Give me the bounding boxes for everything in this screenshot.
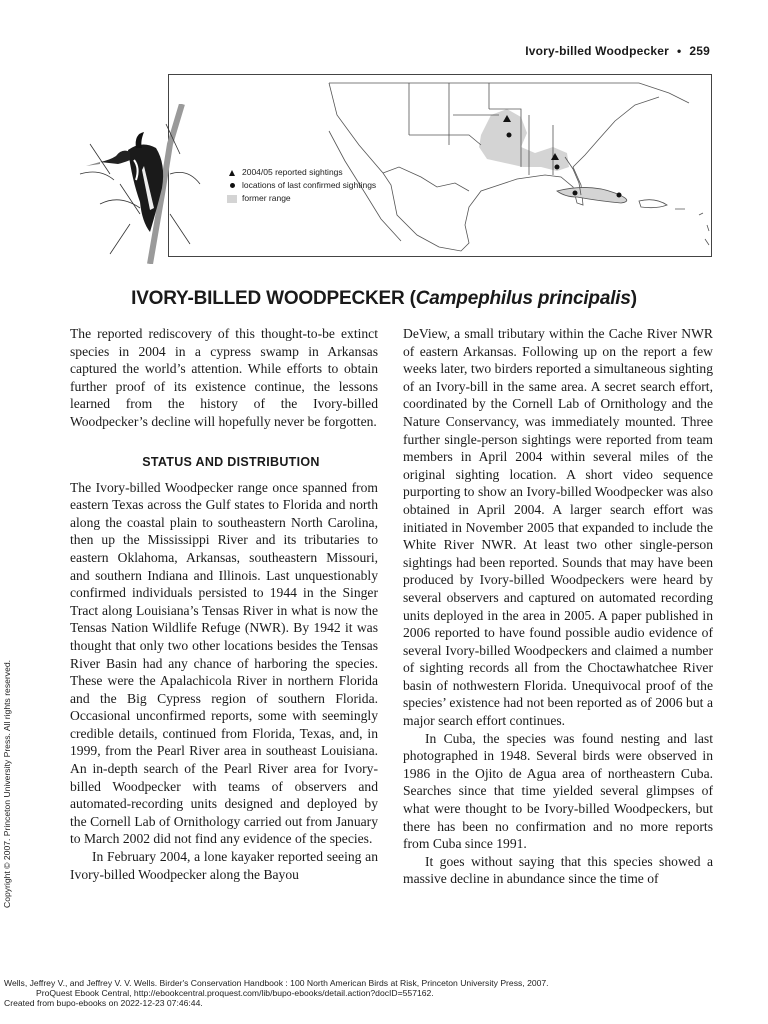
last-confirmed-cuba: [617, 193, 622, 198]
legend-label: locations of last confirmed sightings: [242, 180, 377, 190]
page-title: IVORY-BILLED WOODPECKER (Campephilus principalis): [131, 288, 637, 309]
header-bullet: •: [676, 44, 682, 58]
last-confirmed-louisiana: [507, 133, 512, 138]
section-heading: STATUS AND DISTRIBUTION: [142, 454, 320, 469]
footer-line: ProQuest Ebook Central, http://ebookcentral.proquest.com/lib/bupo-ebooks/detail.action?docID=557162.: [36, 988, 434, 998]
body-paragraph: In Cuba, the species was found nesting and last photographed in 1948. Several birds were observed in 1986 in the Ojito de Agua area of northeastern Cuba. Searches since that time yielded several glimpses of what were thought to be Ivory-billed Woodpeckers, but there has been no confirmation and no more reports from Cuba since 1991.: [403, 730, 713, 852]
square-icon: [227, 195, 237, 203]
legend-label: former range: [242, 193, 291, 203]
text-column-right: [403, 325, 713, 888]
last-confirmed-florida-north: [555, 165, 560, 170]
former-range-area: [479, 109, 569, 171]
scientific-name: Campephilus principalis: [415, 288, 631, 309]
page-number: 259: [689, 44, 710, 58]
map-legend: [226, 166, 376, 205]
copyright-notice: Copyright © 2007. Princeton University Press. All rights reserved.: [2, 659, 12, 908]
running-header: [525, 44, 710, 58]
legend-item-reported: [226, 166, 376, 179]
legend-item-former-range: [226, 192, 376, 205]
running-title: Ivory-billed Woodpecker: [525, 44, 669, 58]
body-paragraph: In February 2004, a lone kayaker reported seeing an Ivory-billed Woodpecker along the Bayou: [70, 849, 378, 882]
triangle-icon: [229, 170, 235, 176]
body-paragraph: It goes without saying that this species showed a massive decline in abundance since the time of: [403, 853, 713, 887]
woodpecker-illustration: [70, 104, 210, 264]
legend-label: 2004/05 reported sightings: [242, 167, 343, 177]
body-paragraph: DeView, a small tributary within the Cache River NWR of eastern Arkansas. Following up on the report a few weeks later, two birders reported a simultaneous sighting of an Ivory-bill in the same area. A secret search effort, coordinated by the Cornell Lab of Ornithology and the Nature Conservancy, was immediately mounted. Three further single-person sightings were reported from team members in April 2004 within several miles of the original sighting location. A short video sequence purporting to show an Ivory-billed Woodpecker was also obtained in April 2004. A larger search effort was initiated in November 2005 that expanded to include the White River NWR. At least two other single-person sightings had been reported. Sounds that may have been produced by Ivory-billed Woodpeckers were heard by several observers and captured on automated recording units deployed in the area in 2005. A paper published in 2006 reported to have found possible audio evidence of several Ivory-billed Woodpeckers and claimed a number of sighting records all from the Choctawhatchee River basin of nothwestern Florida. Unequivocal proof of the species’ existence had not been reported as of 2006 but a major search effort continues.: [403, 326, 713, 729]
text-column-left: [70, 325, 378, 883]
legend-item-confirmed: [226, 179, 376, 192]
intro-paragraph: The reported rediscovery of this thought-to-be extinct species in 2004 in a cypress swamp in Arkansas captured the world’s attention. While efforts to obtain further proof of its existence continue, the lessons learned from the history of the Ivory-billed Woodpecker’s decline will hopefully never be forgotten.: [70, 326, 378, 429]
body-paragraph: The Ivory-billed Woodpecker range once spanned from eastern Texas across the Gulf states to Florida and north along the coastal plain to southeastern North Carolina, then up the Mississippi River and its tributaries to eastern Oklahoma, Arkansas, southeastern Missouri, and southern Indiana and Illinois. Last unquestionably confirmed individuals persisted to 1944 in the Singer Tract along Louisiana’s Tensas River in what is now the Tensas Nation Wildlife Refuge (NWR). By 1942 it was thought that only two other locations besides the Tensas River Basin had any chance of harboring the species. These were the Apalachicola River in northern Florida and the Big Cypress region of southern Florida. Occasional unconfirmed reports, some with seemingly credible details, continued from Florida, Texas, and, in 1999, from the Pearl River area in southeast Louisiana. An in-depth search of the Pearl River area for Ivory-billed Woodpecker with teams of observers and automated-recording units designed and deployed by the Cornell Lab of Ornithology carried out from January to March 2002 did not find any evidence of the species.: [70, 479, 378, 847]
last-confirmed-florida-south: [573, 191, 578, 196]
footer-line: Created from bupo-ebooks on 2022-12-23 07:46:44.: [4, 998, 203, 1008]
circle-icon: [230, 183, 235, 188]
footer-line: Wells, Jeffrey V., and Jeffrey V. V. Wells. Birder's Conservation Handbook : 100 North American Birds at Risk, Princeton University Press, 2007.: [4, 978, 549, 988]
woodpecker-drawing: [70, 104, 210, 264]
citation-footer: [4, 978, 549, 1008]
